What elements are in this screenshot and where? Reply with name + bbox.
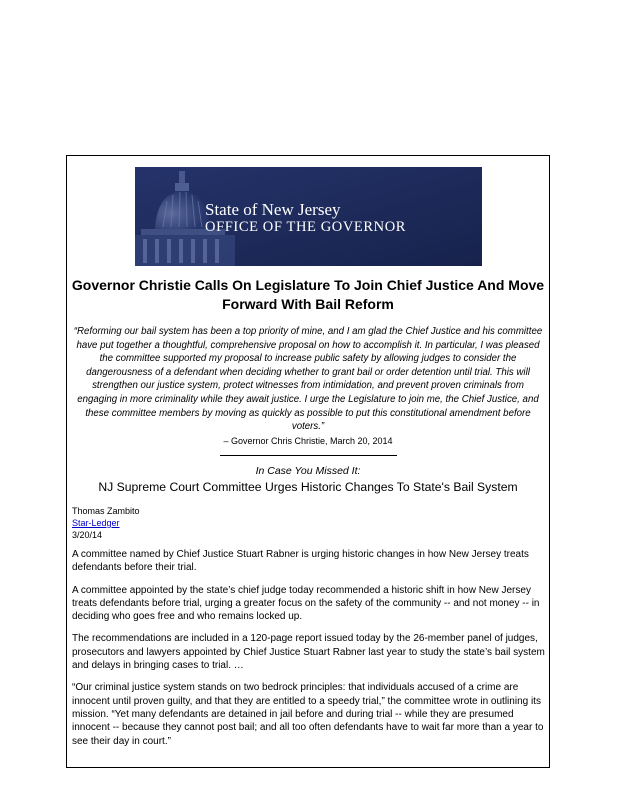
- article-paragraph: “Our criminal justice system stands on two bedrock principles: that individuals accused of a crime are innocent until proven guilty, and that they are entitled to a speedy trial,” the committee wrote in outlining its mission. “Yet many defendants are detained in jail before and during trial -- while they are presumed innocent -- because they cannot post bail; and all too often defendants have to wait far more than a year to see their day in court.”: [72, 682, 544, 747]
- quote-attribution: – Governor Chris Christie, March 20, 2014: [223, 436, 393, 446]
- byline-author: Thomas Zambito: [72, 506, 140, 516]
- headline: Governor Christie Calls On Legislature To Join Chief Justice And Move Forward With Bail Reform: [71, 277, 545, 312]
- governor-quote: “Reforming our bail system has been a top priority of mine, and I am glad the Chief Justice and his committee have put together a thoughtful, comprehensive proposal on how to accomplish it. In particular, I was pleased the committee supported my proposal to increase public safety by allowing judges to consider the dangerousness of a defendant when deciding whether to grant bail or order detention until trial. This will strengthen our justice system, protect witnesses from intimidation, and prevent proven criminals from engaging in more criminality while they await justice. I urge the Legislature to join me, the Chief Justice, and these committee members by moving as quickly as possible to put this constitutional amendment before voters.”: [73, 326, 543, 433]
- article-paragraph: A committee appointed by the state’s chief judge today recommended a historic shift in how New Jersey treats defendants before trial, urging a greater focus on the safety of the community -- and not money -- in deciding who goes free and who remains locked up.: [72, 584, 540, 623]
- byline-publication-link[interactable]: Star-Ledger: [72, 518, 120, 528]
- byline-date: 3/20/14: [72, 530, 103, 540]
- capitol-dome-image: [135, 167, 482, 266]
- divider: [220, 455, 397, 456]
- banner-line1: State of New Jersey: [205, 200, 341, 219]
- article-subhead: NJ Supreme Court Committee Urges Historic Changes To State's Bail System: [98, 480, 518, 494]
- byline: [72, 505, 140, 541]
- banner-line2: OFFICE OF THE GOVERNOR: [205, 219, 407, 235]
- kicker: In Case You Missed It:: [255, 465, 361, 477]
- governor-office-banner: [135, 167, 482, 266]
- article-paragraph: A committee named by Chief Justice Stuart Rabner is urging historic changes in how New Jersey treats defendants before their trial.: [72, 549, 529, 574]
- article-body: [72, 548, 548, 757]
- article-paragraph: The recommendations are included in a 120-page report issued today by the 26-member panel of judges, prosecutors and lawyers appointed by Chief Justice Stuart Rabner last year to study the state’s bail system and delays in bringing cases to trial. …: [72, 633, 545, 672]
